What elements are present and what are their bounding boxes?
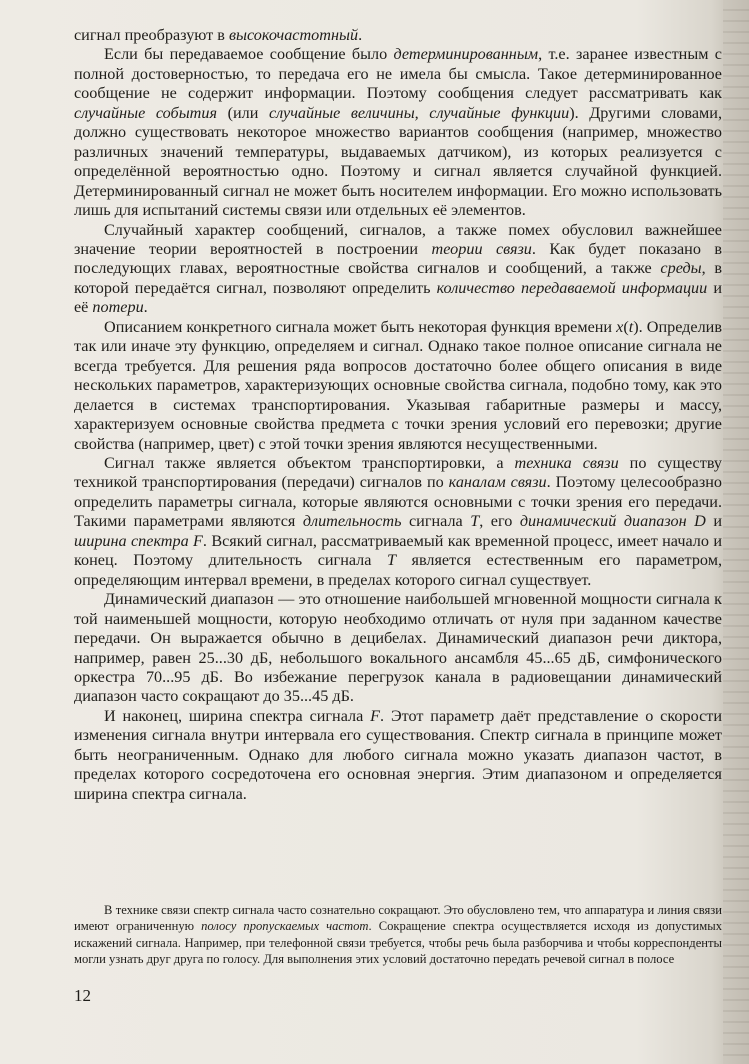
text-run: Динамический диапазон — это отношение наибольшей мгновенной мощности сигнала к той наименьшей мощности, которую необходимо отличать от нуля при заданном качестве передачи. Он выражается обычно в децибелах. Динамический диапазон речи диктора, например, равен 25...30 дБ, небольшого вокального ансамбля 45...65 дБ, симфонического оркестра 70...95 дБ. Во избежание перегрузок канала в радиовещании динамический диапазон часто сокращают до 35...45 дБ. bbox=[74, 590, 722, 706]
italic-term: высокочастотный bbox=[229, 26, 359, 44]
text-run: сигнал преобразуют в bbox=[74, 26, 229, 44]
text-run: ). Определив так или иначе эту функцию, определяем и сигнал. Однако такое полное описание сигнала не всегда требуется. Для решения ряда вопросов достаточно более общего описания в виде нескольких параметров, характеризующих основные свойства сигнала, подобно тому, как это делается в системах транспортирования. Указывая габаритные размеры и массу, характеризуем основные свойства предмета с точки зрения условий его перевозки; другие свойства (например, цвет) с этой точки зрения являются несущественными. bbox=[74, 317, 722, 453]
italic-term: среды bbox=[660, 259, 702, 278]
paragraph bbox=[74, 454, 722, 590]
text-run: . bbox=[358, 26, 363, 44]
text-run: И наконец, ширина спектра сигнала bbox=[104, 706, 371, 725]
text-run: Случайный характер сообщений, сигналов, а также помех обусловил важнейшее значение теории вероятностей в построении bbox=[74, 220, 722, 258]
paragraph bbox=[74, 221, 722, 318]
page-number: 12 bbox=[74, 986, 91, 1005]
italic-term: динамический диапазон D bbox=[519, 512, 706, 531]
text-run: , в которой передаётся сигнал, позволяют определить bbox=[74, 259, 722, 297]
footnote-text bbox=[74, 902, 722, 968]
italic-term: потери bbox=[92, 298, 144, 317]
italic-term: полосу пропускаемых частот bbox=[201, 919, 369, 934]
footnote bbox=[74, 902, 722, 968]
italic-term: техника связи bbox=[514, 453, 619, 472]
italic-term: T bbox=[386, 551, 396, 570]
text-run: . Всякий сигнал, рассматриваемый как временной процесс, имеет начало и конец. Поэтому длительность сигнала bbox=[74, 531, 722, 570]
italic-term: теории связи bbox=[431, 239, 532, 258]
paragraph bbox=[74, 45, 722, 220]
text-run: по существу техникой транспортирования (передачи) сигналов по bbox=[74, 453, 723, 492]
text-run: является естественным его параметром, определяющим интервал времени, в пределах которого сигнал существует. bbox=[74, 551, 723, 589]
text-run: . Поэтому целесообразно определить параметры сигнала, которые являются основными с точки зрения его передачи. Такими параметрами являются bbox=[74, 473, 723, 531]
italic-term: количество передаваемой информации bbox=[436, 278, 708, 297]
text-run: . Как будет показано в последующих главах, вероятностные свойства сигналов и сообщений, а также bbox=[74, 239, 722, 278]
text-run: В технике связи спектр сигнала часто сознательно сокращают. Это обусловлено тем, что аппаратура и линия связи имеют ограниченную bbox=[74, 903, 722, 934]
italic-term: длительность bbox=[302, 512, 402, 531]
italic-term: F bbox=[370, 706, 381, 725]
text-run: ). Другими словами, должно существовать некоторое множество вариантов сообщения (например, множество различных значений температуры, выдаваемых датчиком), из которых реализуется с определённой вероятностью одно. Поэтому и сигнал является случайной функцией. Детерминированный сигнал не может быть носителем информации. Его можно использовать лишь для испытаний системы связи или отдельных её элементов. bbox=[74, 103, 722, 220]
adjacent-page-edge bbox=[723, 0, 749, 1064]
text-run: . Этот параметр даёт представление о скорости изменения сигнала внутри интервала его существования. Спектр сигнала в принципе может быть неограниченным. Однако для любого сигнала можно указать диапазон частот, в пределах которого сосредоточена его основная энергия. Этим диапазоном и определяется ширина спектра сигнала. bbox=[74, 706, 722, 803]
text-run: , т.е. заранее известным с полной достоверностью, то передача его не имела бы смысла. Такое детерминированное сообщение не содержит информации. Поэтому сообщения следует рассматривать как bbox=[74, 45, 722, 103]
text-run: . Сокращение спектра осуществляется исходя из допустимых искажений сигнала. Например, при телефонной связи требуется, чтобы речь была разборчива и чтобы корреспонденты могли узнать друг друга по голосу. Для выполнения этих условий достаточно передать речевой сигнал в полосе bbox=[74, 919, 723, 967]
paragraph bbox=[74, 26, 722, 45]
text-run: . bbox=[143, 298, 148, 317]
italic-term: случайные события bbox=[74, 103, 217, 122]
italic-term: случайные величины, случайные функции bbox=[268, 103, 570, 122]
text-run: сигнала bbox=[401, 512, 471, 531]
paragraph bbox=[74, 318, 722, 454]
italic-term: T bbox=[470, 512, 480, 531]
italic-term: ширина спектра F bbox=[74, 531, 203, 550]
italic-term: t bbox=[628, 317, 634, 336]
italic-term: детерминированным bbox=[393, 45, 539, 64]
text-run: Сигнал также является объектом транспортировки, а bbox=[104, 453, 515, 472]
text-run: и bbox=[705, 512, 723, 531]
text-run: Описанием конкретного сигнала может быть некоторая функция времени bbox=[104, 317, 617, 336]
italic-term: каналам связи bbox=[448, 473, 547, 492]
text-run: и её bbox=[74, 278, 722, 317]
text-run: (или bbox=[216, 103, 269, 122]
body-text bbox=[74, 26, 722, 804]
text-run: , его bbox=[479, 512, 520, 531]
paragraph bbox=[74, 707, 722, 804]
text-run: Если бы передаваемое сообщение было bbox=[104, 45, 394, 64]
paragraph bbox=[74, 590, 722, 707]
text-run: ( bbox=[623, 317, 629, 336]
italic-term: x bbox=[616, 317, 624, 336]
